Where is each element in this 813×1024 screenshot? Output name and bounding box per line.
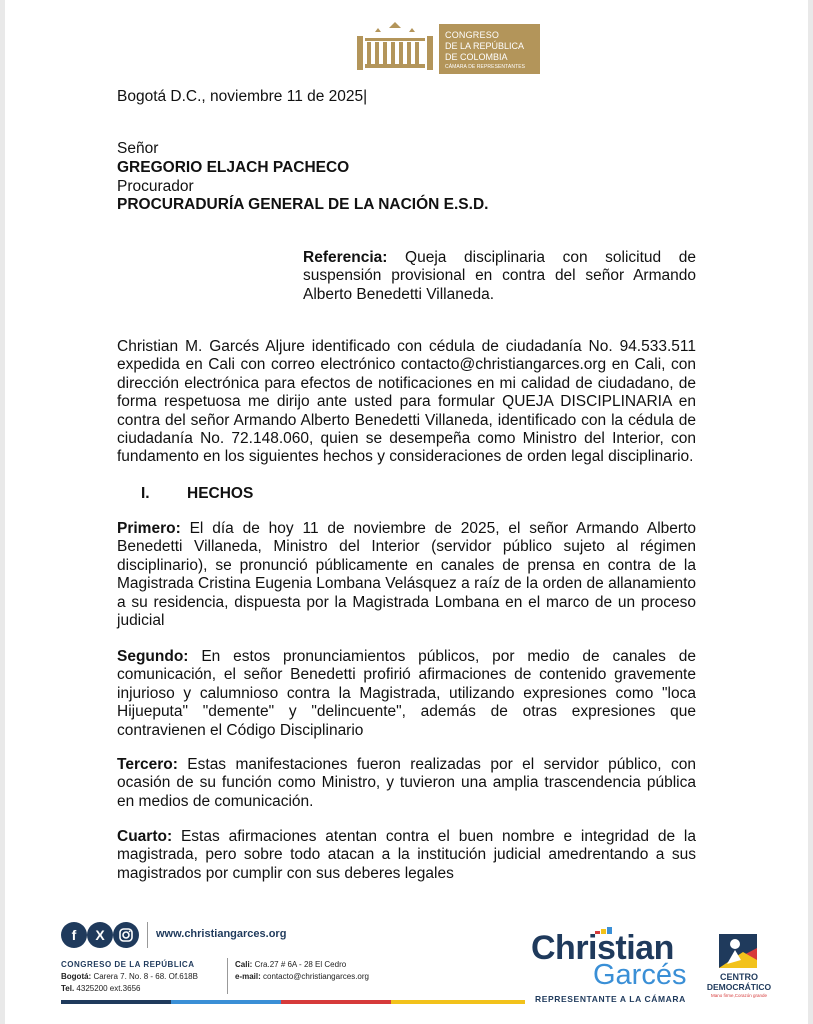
footer-cali — [235, 959, 346, 970]
footer-divider — [227, 958, 228, 994]
cali-label: Cali: — [235, 960, 253, 969]
fact-paragraph-1 — [117, 520, 696, 630]
brand-last-name: Garcés — [593, 959, 687, 991]
reference-label: Referencia: — [303, 249, 388, 266]
fact-line: Magistrada Cristina Eugenia Lombana Velásquez a raíz de la orden de allanamiento — [117, 575, 696, 593]
recipient-name: GREGORIO ELJACH PACHECO — [117, 159, 350, 176]
tel-label: Tel. — [61, 984, 75, 993]
intro-paragraph — [117, 338, 696, 467]
email-address[interactable]: contacto@christiangarces.org — [263, 972, 369, 981]
fact-line: comunicación, el señor Benedetti profirió afirmaciones de contenido gravemente — [117, 666, 696, 684]
fact-label: Tercero: — [117, 756, 178, 773]
instagram-glyph — [113, 922, 139, 948]
fact-line: en medios de comunicación. — [117, 792, 314, 810]
logo-text-line3: DE COLOMBIA — [445, 52, 508, 62]
fact-label: Segundo: — [117, 648, 189, 665]
footer-stripe-red — [281, 1000, 391, 1004]
party-name-line2: DEMOCRÁTICO — [706, 982, 772, 992]
fact-line: Hijueputa" "demente" y "delincuente", además de otras expresiones que — [117, 703, 696, 721]
document-page — [5, 0, 808, 1024]
facebook-icon[interactable]: f — [61, 922, 87, 948]
fact-line: disciplinario), se pronunció públicamente en canales de prensa en contra de la — [117, 556, 696, 574]
capitol-building-icon — [353, 20, 437, 76]
party-slogan: Mano firme,Corazón grande — [710, 993, 768, 998]
logo-text-line4: CÁMARA DE REPRESENTANTES — [445, 64, 526, 70]
fact-text: El día de hoy 11 de noviembre de 2025, el señor Armando Alberto — [189, 520, 696, 537]
footer-stripe-navy — [61, 1000, 171, 1004]
salutation: Señor — [117, 140, 159, 157]
section-title: HECHOS — [187, 485, 254, 502]
fact-text: Estas manifestaciones fueron realizadas por el servidor público, con — [187, 756, 696, 773]
fact-label: Primero: — [117, 520, 181, 537]
fact-line: a su residencia, dispuesta por la Magistrada Lombana en el marco de un proceso — [117, 593, 696, 611]
reference-line-1 — [303, 249, 696, 267]
bogota-address: Carera 7. No. 8 - 68. Of.618B — [93, 972, 198, 981]
footer-stripe-yellow — [391, 1000, 525, 1004]
footer-email — [235, 971, 369, 982]
fact-label: Cuarto: — [117, 828, 173, 845]
intro-line: Christian M. Garcés Aljure identificado con cédula de ciudadanía No. 94.533.511 — [117, 338, 696, 355]
fact-line — [117, 756, 696, 774]
fact-text: En estos pronunciamientos públicos, por medio de canales de — [201, 648, 697, 665]
logo-text-line2: DE LA REPÚBLICA — [445, 41, 525, 51]
footer-divider — [147, 922, 148, 948]
intro-line: forma respetuosa me dirijo ante usted para formular QUEJA DISCIPLINARIA en — [117, 393, 696, 411]
logo-text-line1: CONGRESO — [445, 30, 500, 40]
party-name-line1: CENTRO — [720, 972, 758, 982]
party-logo-icon — [713, 930, 763, 970]
congress-logo — [353, 20, 541, 76]
intro-line: ciudadanía No. 72.148.060, quien se desempeña como Ministro del Interior, con — [117, 430, 696, 448]
footer-tel — [61, 983, 140, 994]
tel-number: 4325200 ext.3656 — [76, 984, 141, 993]
fact-line: Benedetti Villaneda, Ministro del Interior (servidor público sujeto al régimen — [117, 538, 696, 556]
fact-paragraph-4 — [117, 828, 696, 883]
instagram-icon[interactable] — [113, 922, 139, 948]
footer-stripe-blue — [171, 1000, 281, 1004]
email-label: e-mail: — [235, 972, 261, 981]
fact-line — [117, 520, 696, 538]
cali-address: Cra.27 # 6A - 28 El Cedro — [254, 960, 347, 969]
bogota-label: Bogotá: — [61, 972, 92, 981]
fact-paragraph-2 — [117, 648, 696, 740]
footer-bogota — [61, 971, 198, 982]
reference-line-3: Alberto Benedetti Villaneda. — [303, 285, 495, 303]
recipient-office: PROCURADURÍA GENERAL DE LA NACIÓN E.S.D. — [117, 196, 489, 213]
website-link[interactable]: www.christiangarces.org — [156, 928, 287, 940]
fact-line: magistrada, pero sobre todo atacan a la institución judicial amedrentando a sus — [117, 846, 696, 864]
intro-line: fundamento en los siguientes hechos y consideraciones de orden legal disciplinario. — [117, 448, 694, 466]
fact-line: injurioso y calumnioso contra la Magistrada, utilizando expresiones como "loca — [117, 684, 696, 702]
fact-line: magistrados por cumplir con sus deberes legales — [117, 864, 454, 882]
fact-line: ocasión de su función como Ministro, y tuvieron una amplia trascendencia pública — [117, 774, 696, 792]
fact-line — [117, 828, 696, 846]
fact-line — [117, 648, 696, 666]
letter-date: Bogotá D.C., noviembre 11 de 2025| — [117, 88, 368, 105]
fact-line: judicial — [117, 612, 165, 630]
intro-line: expedida en Cali con correo electrónico contacto@christiangarces.org en Cali, con — [117, 356, 696, 374]
fact-line: contravienen el Código Disciplinario — [117, 721, 364, 739]
reference-text: Queja disciplinaria con solicitud de — [405, 249, 696, 266]
section-number: I. — [141, 485, 150, 502]
brand-first-name: Christian — [531, 929, 674, 967]
reference-line-2: suspensión provisional en contra del señor Armando — [303, 267, 696, 285]
brand-subtitle: REPRESENTANTE A LA CÁMARA — [535, 994, 686, 1004]
recipient-title: Procurador — [117, 178, 194, 195]
party-logo-glyph — [713, 930, 763, 970]
intro-line: dirección electrónica para efectos de notificaciones en mi calidad de ciudadano, de — [117, 374, 696, 392]
reference-block — [303, 249, 696, 304]
intro-line: contra del señor Armando Alberto Benedetti Villaneda, identificado con la cédula de — [117, 411, 696, 429]
congress-name-box — [439, 24, 540, 74]
x-icon[interactable]: X — [87, 922, 113, 948]
fact-text: Estas afirmaciones atentan contra el buen nombre e integridad de la — [180, 828, 696, 845]
footer-org: CONGRESO DE LA REPÚBLICA — [61, 960, 195, 969]
fact-paragraph-3 — [117, 756, 696, 811]
